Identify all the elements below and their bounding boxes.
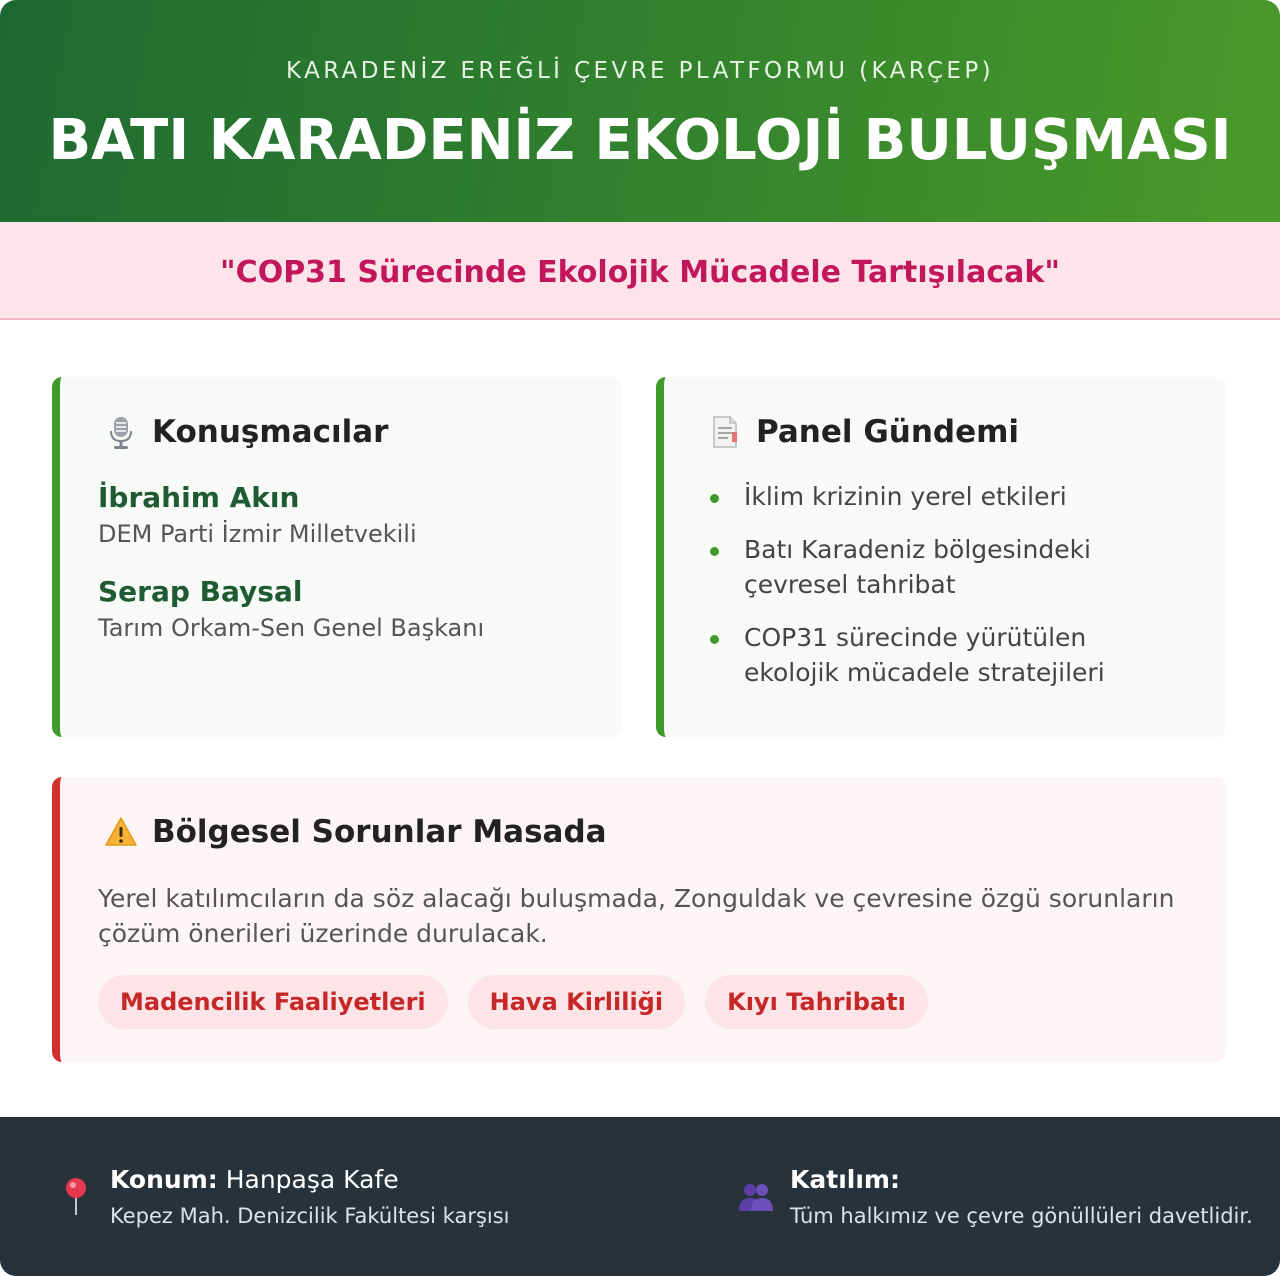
location-text xyxy=(110,1165,510,1228)
issues-header xyxy=(102,813,607,851)
agenda-list xyxy=(708,479,1188,708)
footer xyxy=(0,1117,1280,1276)
speaker-name: Serap Baysal xyxy=(98,575,303,608)
bullet-icon xyxy=(710,635,719,644)
people-icon xyxy=(736,1177,776,1217)
agenda-card xyxy=(656,377,1226,737)
issues-description: Yerel katılımcıların da söz alacağı buluşmada, Zonguldak ve çevresine özgü sorunların çözüm önerileri üzerinde durulacak. xyxy=(98,884,1175,948)
agenda-header xyxy=(706,413,1019,451)
agenda-title: Panel Gündemi xyxy=(756,414,1020,450)
agenda-item-text: COP31 sürecinde yürütülen ekolojik mücadele stratejileri xyxy=(744,623,1105,687)
participation-line xyxy=(790,1165,1253,1194)
speaker-role: DEM Parti İzmir Milletvekili xyxy=(98,520,417,548)
speaker-role: Tarım Orkam-Sen Genel Başkanı xyxy=(98,614,485,642)
issues-title: Bölgesel Sorunlar Masada xyxy=(152,814,607,850)
speaker-name: İbrahim Akın xyxy=(98,481,300,514)
speaker-item xyxy=(98,575,484,642)
warning-icon xyxy=(102,813,140,851)
location-value: Hanpaşa Kafe xyxy=(225,1165,399,1194)
location-label: Konum: xyxy=(110,1165,218,1194)
bullet-icon xyxy=(710,547,719,556)
participation-text xyxy=(790,1165,1253,1228)
quote-band xyxy=(0,222,1280,320)
agenda-item xyxy=(708,620,1188,690)
speakers-header xyxy=(102,413,388,451)
pin-icon xyxy=(56,1177,96,1217)
agenda-item xyxy=(708,532,1188,602)
participation-label: Katılım: xyxy=(790,1165,900,1194)
bullet-icon xyxy=(710,494,719,503)
issue-tag: Madencilik Faaliyetleri xyxy=(98,975,448,1029)
header xyxy=(0,0,1280,222)
agenda-item-text: Batı Karadeniz bölgesindeki çevresel tahribat xyxy=(744,535,1091,599)
agenda-item xyxy=(708,479,1188,514)
speakers-title: Konuşmacılar xyxy=(152,414,389,450)
location-detail: Kepez Mah. Denizcilik Fakültesi karşısı xyxy=(110,1204,510,1228)
location-info xyxy=(56,1165,510,1228)
organization-name: KARADENİZ EREĞLİ ÇEVRE PLATFORMU (KARÇEP) xyxy=(286,58,994,84)
microphone-icon xyxy=(102,413,140,451)
speaker-item xyxy=(98,481,417,548)
issue-tag: Hava Kirliliği xyxy=(468,975,685,1029)
quote-text: "COP31 Sürecinde Ekolojik Mücadele Tartışılacak" xyxy=(220,255,1060,290)
event-title: BATI KARADENİZ EKOLOJİ BULUŞMASI xyxy=(48,108,1232,173)
agenda-item-text: İklim krizinin yerel etkileri xyxy=(744,482,1067,511)
location-line xyxy=(110,1165,510,1194)
issue-tags xyxy=(98,975,948,1029)
speakers-card xyxy=(52,377,622,737)
issue-tag: Kıyı Tahribatı xyxy=(705,975,928,1029)
participation-info xyxy=(736,1165,1253,1228)
issues-card xyxy=(52,777,1226,1062)
participation-detail: Tüm halkımız ve çevre gönüllüleri davetlidir. xyxy=(790,1204,1253,1228)
document-icon xyxy=(706,413,744,451)
